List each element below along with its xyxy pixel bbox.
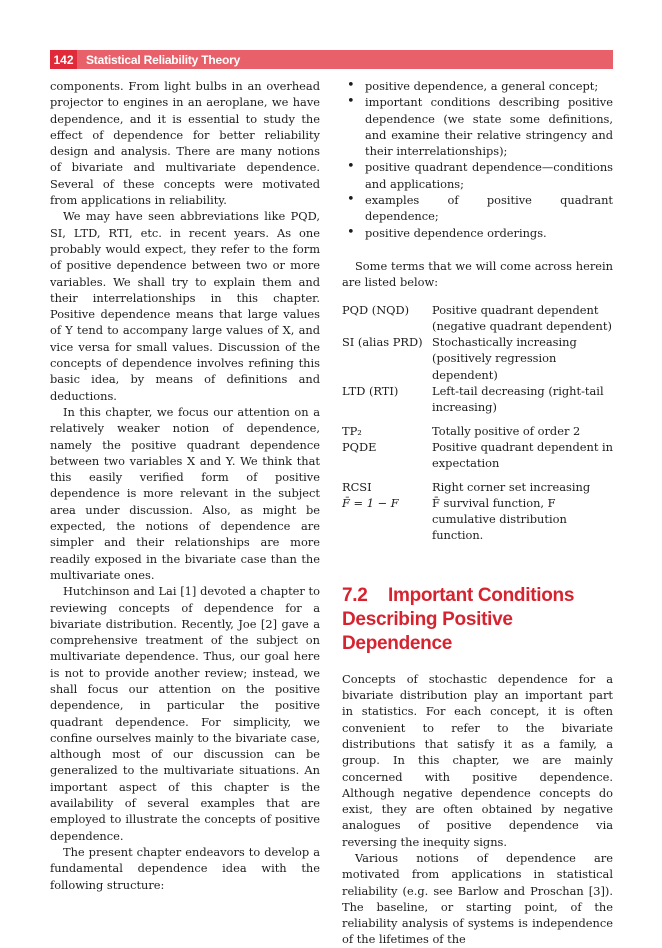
section-title-line1: Important Conditions (388, 584, 575, 606)
term-abbr: PQDE (342, 439, 377, 454)
list-item: • positive dependence orderings. (342, 225, 613, 241)
terms-intro: Some terms that we will come across herein are listed below: (342, 258, 613, 290)
running-title: Statistical Reliability Theory (86, 52, 241, 67)
term-abbr: PQD (NQD) (342, 302, 410, 317)
structure-list (342, 78, 613, 241)
section-title-line2: Describing Positive Dependence (342, 608, 513, 654)
term-definition: Positive quadrant dependent (negative quadrant dependent) (432, 302, 612, 333)
term-abbr: F̄ = 1 − F (342, 495, 399, 510)
term-definition: F̄ survival function, F cumulative distribution function. (432, 495, 567, 543)
body-paragraph: Concepts of stochastic dependence for a bivariate distribution play an important part in statistics. For each concept, it is often convenient to refer to the bivariate distributions that satisfy it as a family, a group. In this chapter, we are mainly concerned with positive dependence. Although negative dependence concepts do exist, they are often obtained by negative analogues of positive dependence via reversing the inequity signs. (342, 671, 613, 849)
term-definition: Right corner set increasing (432, 479, 591, 494)
term-abbr: LTD (RTI) (342, 384, 399, 399)
term-definition: Left-tail decreasing (right-tail increasing) (432, 384, 604, 415)
term-definition: Totally positive of order 2 (432, 423, 581, 438)
left-column (50, 78, 320, 893)
running-header (50, 50, 613, 69)
list-item: • positive dependence, a general concept; (342, 78, 613, 94)
terms-table (342, 302, 613, 544)
body-paragraph: The present chapter endeavors to develop a fundamental dependence idea with the following structure: (50, 844, 320, 892)
body-paragraph: Various notions of dependence are motivated from applications in statistical reliability (e.g. see Barlow and Proschan [3]). The baseline, or starting point, of the reliability analysis of systems is independence of the lifetimes of the (342, 850, 613, 947)
body-paragraph: Hutchinson and Lai [1] devoted a chapter to reviewing concepts of dependence for a bivariate distribution. Recently, Joe [2] gave a comprehensive treatment of the subject on multivariate dependence. Thus, our goal here is not to provide another review; instead, we shall focus our attention on the positive dependence, in particular the positive quadrant dependence. For simplicity, we confine ourselves mainly to the bivariate case, although most of our discussion can be generalized to the multivariate situations. An important aspect of this chapter is the availability of several examples that are employed to illustrate the concepts of positive dependence. (50, 584, 320, 843)
list-item: • positive quadrant dependence—conditions and applications; (342, 159, 613, 192)
section-heading (342, 584, 613, 656)
section-number: 7.2 (342, 584, 368, 606)
term-definition: Positive quadrant dependent in expectation (432, 439, 613, 471)
list-item: • examples of positive quadrant dependence; (342, 192, 613, 225)
term-abbr: TP₂ (342, 423, 362, 438)
page-number: 142 (50, 50, 77, 69)
body-paragraph: We may have seen abbreviations like PQD, SI, LTD, RTI, etc. in recent years. As one probably would expect, they refer to the form of positive dependence between two or more variables. We shall try to explain them and their interrelationships in this chapter. Positive dependence means that large values of Y tend to accompany large values of X, and vice versa for small values. Discussion of the concepts of dependence involves refining this basic idea, by means of definitions and deductions. (50, 209, 320, 403)
term-definition: Stochastically increasing (positively regression dependent) (432, 335, 577, 382)
body-paragraph: components. From light bulbs in an overhead projector to engines in an aeroplane, we have dependence, and it is essential to study the effect of dependence for better reliability design and analysis. There are many notions of bivariate and multivariate dependence. Several of these concepts were motivated from applications in reliability. (50, 79, 320, 208)
term-abbr: RCSI (342, 479, 372, 494)
list-item: • important conditions describing positive dependence (we state some definitions, and examine their relative stringency and their interrelationships); (342, 94, 613, 159)
right-column (342, 78, 613, 948)
body-paragraph: In this chapter, we focus our attention on a relatively weaker notion of dependence, namely the positive quadrant dependence between two variables X and Y. We think that this easily verified form of positive dependence is more relevant in the subject area under discussion. Also, as might be expected, the notions of dependence are simpler and their relationships are more readily exposed in the bivariate case than the multivariate ones. (50, 404, 320, 582)
term-abbr: SI (alias PRD) (342, 335, 423, 350)
